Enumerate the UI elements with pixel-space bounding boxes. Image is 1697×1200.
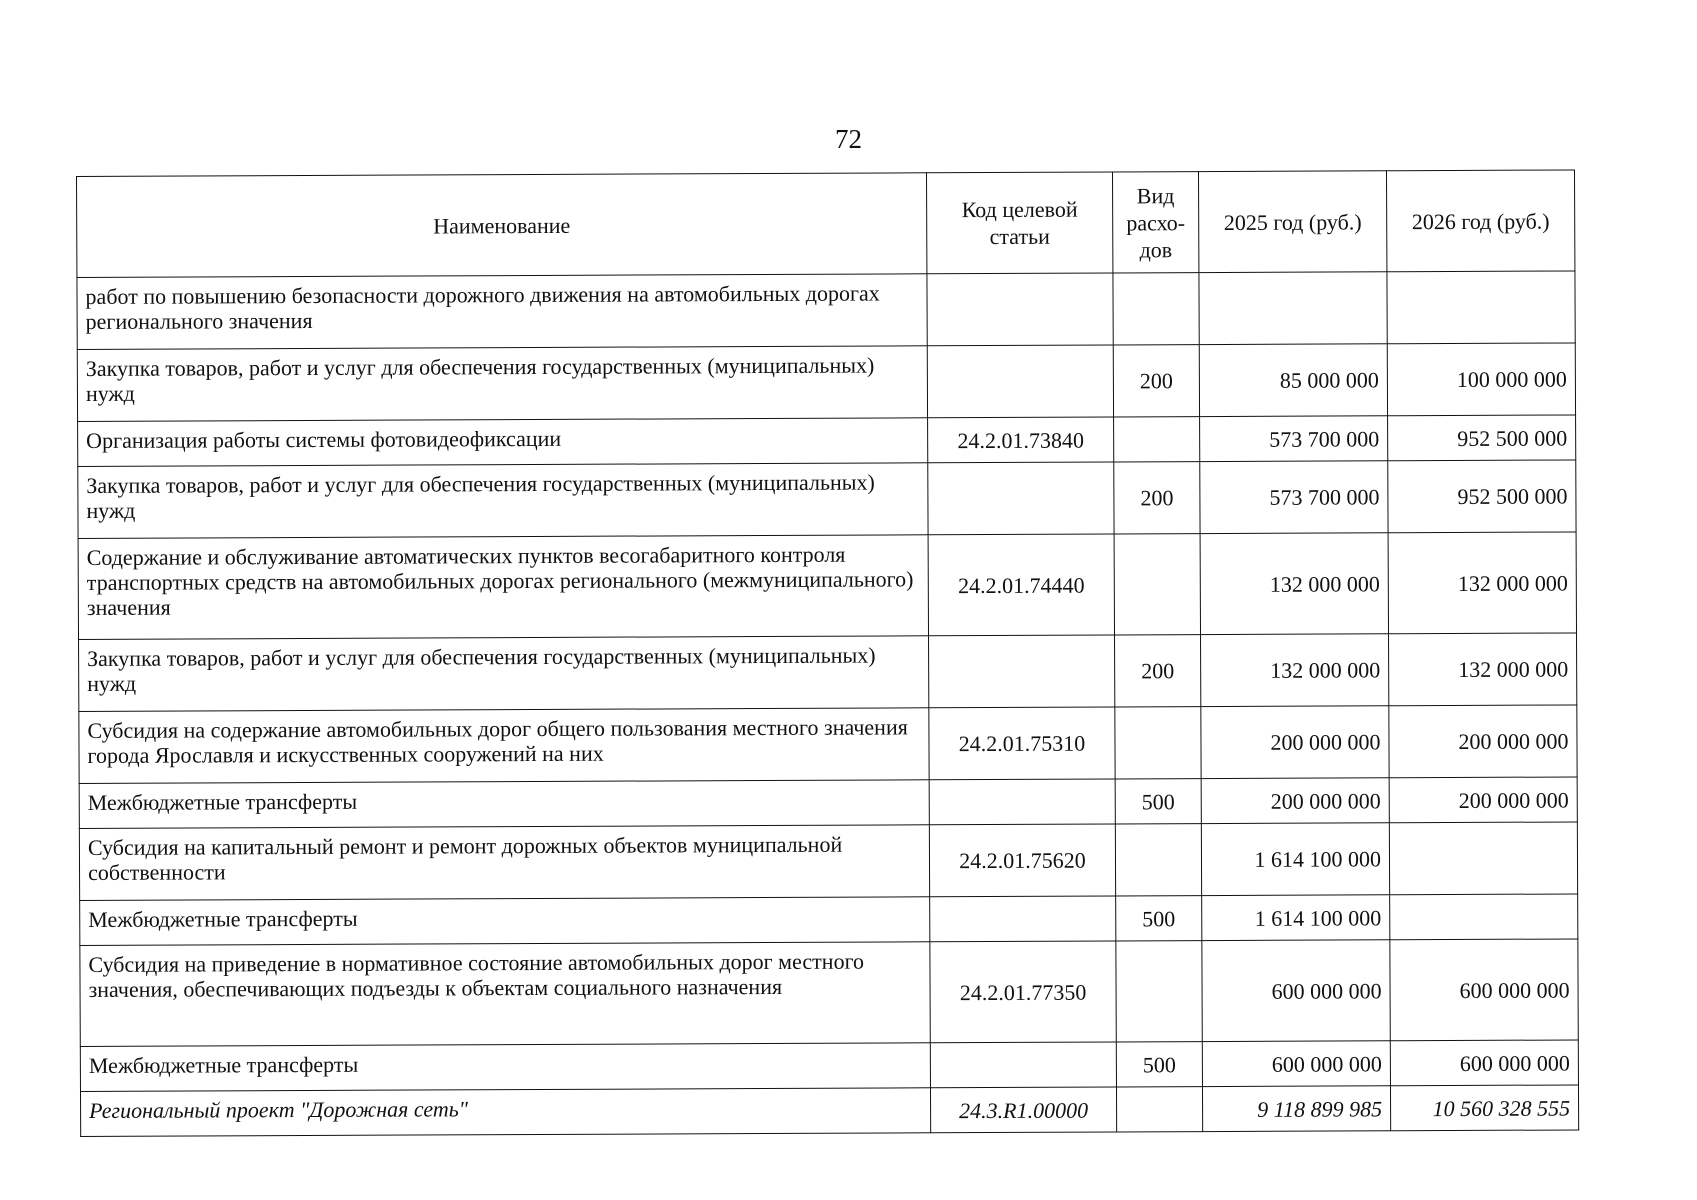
cell-code: 24.2.01.73840 — [928, 417, 1114, 463]
cell-2025: 200 000 000 — [1201, 778, 1389, 824]
header-2026: 2026 год (руб.) — [1386, 170, 1574, 272]
cell-code — [928, 462, 1114, 535]
cell-kind — [1116, 941, 1202, 1042]
cell-2026: 100 000 000 — [1387, 343, 1575, 416]
cell-2025: 9 118 899 985 — [1202, 1086, 1390, 1132]
cell-kind: 200 — [1114, 462, 1200, 534]
table-header-row — [77, 170, 1575, 278]
cell-code — [929, 635, 1115, 708]
cell-2026: 952 500 000 — [1388, 460, 1576, 533]
cell-2026: 600 000 000 — [1390, 939, 1578, 1041]
cell-name: Региональный проект "Дорожная сеть" — [80, 1088, 930, 1137]
table-row — [78, 532, 1576, 640]
header-2025: 2025 год (руб.) — [1198, 171, 1386, 273]
cell-kind — [1114, 534, 1200, 635]
table-row — [79, 822, 1577, 901]
cell-kind — [1113, 273, 1199, 345]
cell-2025: 1 614 100 000 — [1202, 895, 1390, 941]
cell-2026 — [1389, 822, 1577, 895]
table-row — [78, 415, 1576, 467]
cell-name: Межбюджетные трансферты — [80, 897, 930, 946]
cell-name: Межбюджетные трансферты — [79, 780, 929, 829]
cell-2026: 132 000 000 — [1388, 532, 1576, 634]
page-number: 72 — [835, 124, 862, 154]
cell-name: Закупка товаров, работ и услуг для обеспечения государственных (муниципальных) нужд — [77, 346, 927, 422]
cell-name: Субсидия на содержание автомобильных дорог общего пользования местного значения города Ярославля и искусственных сооружений на них — [79, 708, 929, 784]
cell-kind: 200 — [1113, 345, 1199, 417]
cell-2025: 600 000 000 — [1202, 940, 1390, 1042]
table-row — [79, 777, 1577, 829]
cell-code — [927, 345, 1113, 418]
table-row — [79, 633, 1577, 712]
cell-2025: 85 000 000 — [1199, 344, 1387, 417]
cell-name: Организация работы системы фотовидеофиксации — [78, 418, 928, 467]
cell-code: 24.2.01.74440 — [928, 534, 1114, 636]
cell-2025 — [1199, 272, 1387, 345]
cell-2026: 10 560 328 555 — [1390, 1085, 1578, 1131]
table-row — [80, 939, 1578, 1047]
cell-name: Закупка товаров, работ и услуг для обеспечения государственных (муниципальных) нужд — [78, 463, 928, 539]
header-kind: Вид расхо-дов — [1112, 172, 1198, 273]
cell-name: Субсидия на приведение в нормативное состояние автомобильных дорог местного значения, обеспечивающих подъезды к объектам социального назначения — [80, 942, 930, 1047]
cell-code: 24.2.01.75310 — [929, 707, 1115, 780]
cell-kind — [1114, 417, 1200, 462]
cell-2025: 600 000 000 — [1202, 1041, 1390, 1087]
cell-2025: 200 000 000 — [1201, 706, 1389, 779]
header-name: Наименование — [77, 173, 927, 278]
cell-code: 24.2.01.77350 — [930, 941, 1116, 1043]
cell-name: Субсидия на капитальный ремонт и ремонт дорожных объектов муниципальной собственности — [79, 825, 929, 901]
cell-kind: 200 — [1115, 635, 1201, 707]
cell-kind — [1115, 707, 1201, 779]
cell-kind: 500 — [1116, 1042, 1202, 1087]
cell-code — [930, 896, 1116, 942]
table-row — [80, 894, 1578, 946]
cell-code — [929, 779, 1115, 825]
table-row — [78, 460, 1576, 539]
cell-kind: 500 — [1115, 779, 1201, 824]
budget-table — [76, 169, 1579, 1137]
table-row — [79, 705, 1577, 784]
cell-name: Межбюджетные трансферты — [80, 1043, 930, 1092]
cell-2026: 200 000 000 — [1389, 705, 1577, 778]
cell-code: 24.2.01.75620 — [929, 824, 1115, 897]
cell-2025: 132 000 000 — [1201, 634, 1389, 707]
table-row — [77, 271, 1575, 350]
cell-2026: 600 000 000 — [1390, 1040, 1578, 1086]
cell-2026 — [1387, 271, 1575, 344]
cell-2025: 1 614 100 000 — [1201, 823, 1389, 896]
table-row — [80, 1040, 1578, 1092]
cell-2026: 132 000 000 — [1389, 633, 1577, 706]
cell-2026: 200 000 000 — [1389, 777, 1577, 823]
cell-code — [930, 1042, 1116, 1088]
cell-name: Содержание и обслуживание автоматических пунктов весогабаритного контроля транспортных средств на автомобильных дорогах регионального (межмуниципального) значения — [78, 535, 928, 640]
cell-kind: 500 — [1116, 896, 1202, 941]
cell-2025: 573 700 000 — [1200, 461, 1388, 534]
table-row — [77, 343, 1575, 422]
cell-name: работ по повышению безопасности дорожного движения на автомобильных дорогах регионального значения — [77, 274, 927, 350]
cell-kind — [1115, 824, 1201, 896]
cell-2025: 573 700 000 — [1200, 416, 1388, 462]
header-code: Код целевой статьи — [926, 172, 1112, 274]
cell-code — [927, 273, 1113, 346]
cell-kind — [1116, 1087, 1202, 1132]
cell-2026 — [1390, 894, 1578, 940]
cell-code: 24.3.R1.00000 — [930, 1087, 1116, 1133]
cell-name: Закупка товаров, работ и услуг для обеспечения государственных (муниципальных) нужд — [79, 636, 929, 712]
cell-2025: 132 000 000 — [1200, 533, 1388, 635]
table-row-regional-project — [80, 1085, 1578, 1137]
cell-2026: 952 500 000 — [1388, 415, 1576, 461]
